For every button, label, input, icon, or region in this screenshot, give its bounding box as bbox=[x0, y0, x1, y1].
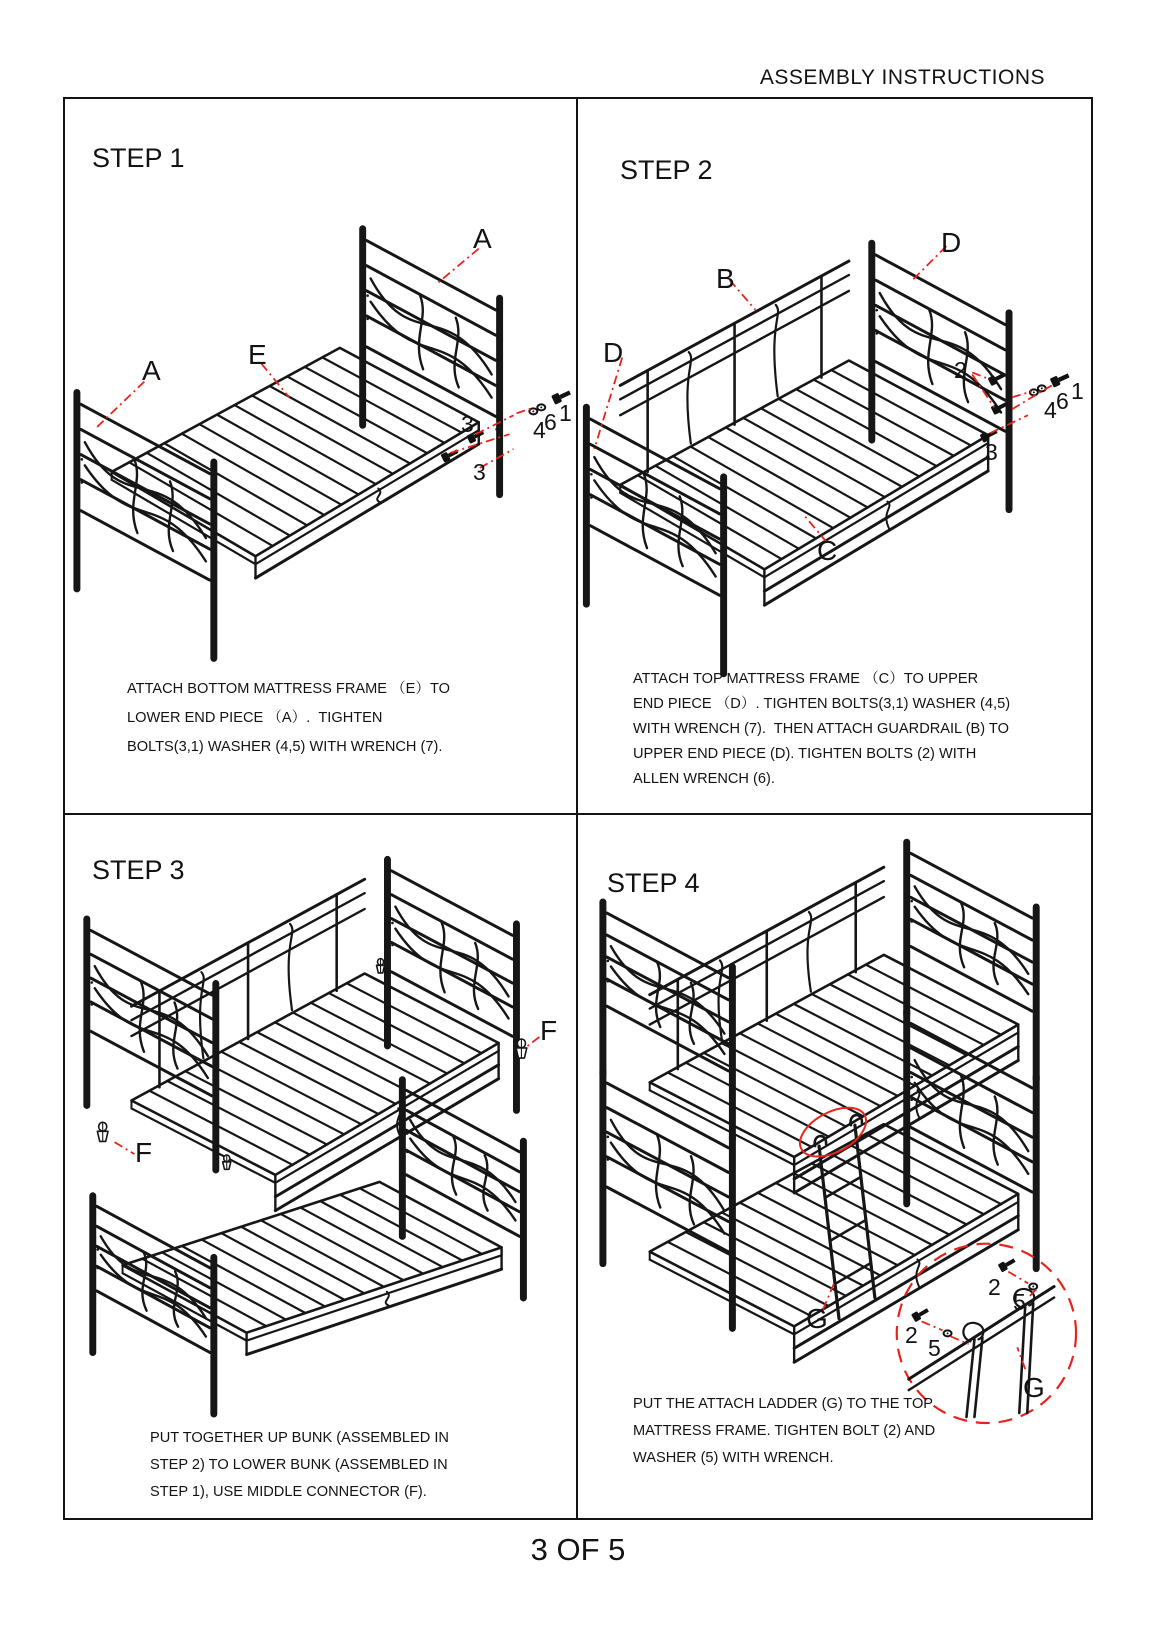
instruction-line: WITH WRENCH (7). THEN ATTACH GUARDRAIL (B) TO bbox=[633, 721, 1009, 737]
callout-B: B bbox=[716, 263, 735, 294]
callout-D: D bbox=[603, 337, 624, 368]
callout-3: 3 bbox=[473, 459, 486, 485]
callout-F: F bbox=[540, 1015, 558, 1046]
callout-6: 6 bbox=[544, 409, 557, 435]
instruction-line: LOWER END PIECE （A）. TIGHTEN bbox=[127, 710, 383, 726]
step-1-title: STEP 1 bbox=[92, 143, 185, 173]
callout-5: 5 bbox=[1013, 1289, 1026, 1315]
callout-4: 4 bbox=[1044, 397, 1057, 423]
callout-5: 5 bbox=[928, 1335, 941, 1361]
callout-E: E bbox=[248, 339, 267, 370]
callout-2: 2 bbox=[954, 357, 967, 383]
step-1-instructions bbox=[127, 675, 450, 762]
callout-1: 1 bbox=[1071, 378, 1084, 404]
step-2-title: STEP 2 bbox=[620, 155, 713, 185]
instruction-line: ALLEN WRENCH (6). bbox=[633, 771, 775, 787]
step-3-title: STEP 3 bbox=[92, 855, 185, 885]
callout-3: 3 bbox=[461, 411, 474, 437]
page-header-title: ASSEMBLY INSTRUCTIONS bbox=[759, 66, 1045, 89]
callout-A: A bbox=[473, 223, 492, 254]
callout-3: 3 bbox=[985, 439, 998, 465]
instruction-line: STEP 1), USE MIDDLE CONNECTOR (F). bbox=[150, 1484, 427, 1500]
instruction-line: UPPER END PIECE (D). TIGHTEN BOLTS (2) WITH bbox=[633, 746, 977, 762]
callout-6: 6 bbox=[1056, 388, 1069, 414]
step-3-callouts bbox=[65, 815, 576, 1518]
callout-F: F bbox=[135, 1137, 153, 1168]
callout-G: G bbox=[806, 1303, 828, 1334]
instruction-line: ATTACH BOTTOM MATTRESS FRAME （E）TO bbox=[127, 681, 450, 697]
callout-4: 4 bbox=[533, 417, 546, 443]
step-2-cell bbox=[578, 99, 1091, 815]
callout-C: C bbox=[817, 535, 838, 566]
step-2-instructions bbox=[633, 667, 1010, 792]
step-4-instructions bbox=[633, 1391, 935, 1472]
step-3-cell bbox=[65, 815, 578, 1518]
instruction-line: ATTACH TOP MATTRESS FRAME （C）TO UPPER bbox=[633, 671, 979, 687]
instruction-line: BOLTS(3,1) WASHER (4,5) WITH WRENCH (7). bbox=[127, 739, 443, 755]
instruction-line: MATTRESS FRAME. TIGHTEN BOLT (2) AND bbox=[633, 1423, 936, 1439]
instruction-line: WASHER (5) WITH WRENCH. bbox=[633, 1450, 834, 1466]
footer-page-number: 3 OF 5 bbox=[530, 1532, 626, 1567]
callout-2: 2 bbox=[905, 1322, 918, 1348]
instruction-line: STEP 2) TO LOWER BUNK (ASSEMBLED IN bbox=[150, 1457, 448, 1473]
step-3-instructions bbox=[150, 1425, 449, 1506]
step-4-cell bbox=[578, 815, 1091, 1518]
callout-1: 1 bbox=[559, 400, 572, 426]
callout-A: A bbox=[142, 355, 161, 386]
callout-G: G bbox=[1023, 1372, 1045, 1403]
instruction-line: PUT THE ATTACH LADDER (G) TO THE TOP bbox=[633, 1396, 934, 1412]
callout-D: D bbox=[941, 227, 962, 258]
instruction-line: PUT TOGETHER UP BUNK (ASSEMBLED IN bbox=[150, 1430, 449, 1446]
step-1-cell bbox=[65, 99, 578, 815]
step-4-title: STEP 4 bbox=[607, 868, 700, 898]
assembly-grid bbox=[63, 97, 1093, 1520]
callout-2: 2 bbox=[988, 1274, 1001, 1300]
instruction-line: END PIECE （D）. TIGHTEN BOLTS(3,1) WASHER (4,5) bbox=[633, 696, 1011, 712]
